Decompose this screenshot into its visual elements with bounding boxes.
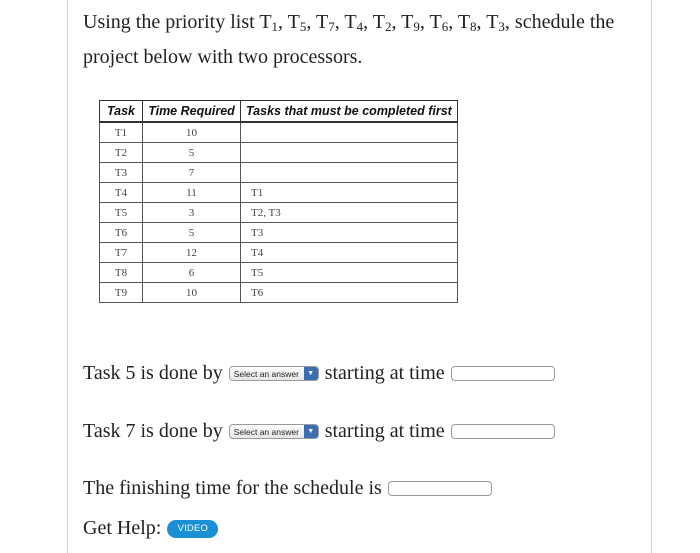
cell-time: 7 bbox=[143, 163, 241, 183]
cell-time: 5 bbox=[143, 143, 241, 163]
header-time-required: Time Required bbox=[143, 101, 241, 123]
table-row bbox=[100, 122, 458, 143]
task7-label: Task 7 is done by bbox=[83, 420, 223, 442]
cell-prereq: T3 bbox=[241, 223, 458, 243]
cell-task: T8 bbox=[100, 263, 143, 283]
priority-list: $T_1$, $T_5$, $T_7$, $T_4$, $T_2$, $T_9$, $T_6$, $T_8$, $T_3$ bbox=[259, 11, 505, 34]
task7-start-label: starting at time bbox=[324, 420, 445, 442]
table-row bbox=[100, 143, 458, 163]
cell-time: 12 bbox=[143, 243, 241, 263]
table-row bbox=[100, 163, 458, 183]
cell-task: T1 bbox=[100, 122, 143, 143]
cell-prereq: T1 bbox=[241, 183, 458, 203]
question-intro: Using the priority list bbox=[83, 11, 260, 33]
task7-processor-select[interactable] bbox=[229, 424, 319, 439]
cell-prereq bbox=[241, 163, 458, 183]
cell-task: T4 bbox=[100, 183, 143, 203]
priority-list-item: $T_8$ bbox=[457, 11, 477, 34]
table-header-row bbox=[100, 101, 458, 123]
cell-time: 5 bbox=[143, 223, 241, 243]
task5-processor-select[interactable] bbox=[229, 366, 319, 381]
dropdown-arrow-icon: ▼ bbox=[304, 367, 318, 380]
question-text bbox=[83, 5, 649, 75]
video-help-button[interactable]: VIDEO bbox=[167, 520, 218, 538]
priority-list-item: $T_2$ bbox=[372, 11, 392, 34]
dropdown-arrow-icon: ▼ bbox=[304, 425, 318, 438]
finishing-time-label: The finishing time for the schedule is bbox=[83, 477, 382, 499]
question-outro: , schedule the project below with two processors. bbox=[83, 11, 615, 68]
table-row bbox=[100, 243, 458, 263]
task5-select-text: Select an answer bbox=[233, 368, 299, 379]
cell-prereq bbox=[241, 122, 458, 143]
table-row bbox=[100, 263, 458, 283]
header-prerequisites: Tasks that must be completed first bbox=[241, 101, 458, 123]
finishing-time-input[interactable] bbox=[388, 481, 492, 496]
table-row bbox=[100, 223, 458, 243]
cell-prereq: T2, T3 bbox=[241, 203, 458, 223]
cell-task: T7 bbox=[100, 243, 143, 263]
priority-list-item: $T_4$ bbox=[344, 11, 364, 34]
table-row bbox=[100, 283, 458, 303]
priority-list-item: $T_6$ bbox=[429, 11, 449, 34]
get-help-label: Get Help: bbox=[83, 517, 162, 539]
priority-list-item: $T_9$ bbox=[401, 11, 420, 34]
finishing-time-question bbox=[83, 477, 492, 500]
cell-time: 3 bbox=[143, 203, 241, 223]
cell-task: T5 bbox=[100, 203, 143, 223]
cell-prereq: T4 bbox=[241, 243, 458, 263]
get-help-row bbox=[83, 517, 218, 540]
table-row bbox=[100, 203, 458, 223]
cell-task: T3 bbox=[100, 163, 143, 183]
task7-select-text: Select an answer bbox=[233, 426, 299, 437]
priority-list-item: $T_3$ bbox=[486, 11, 505, 34]
task5-start-label: starting at time bbox=[324, 362, 445, 384]
priority-list-item: $T_5$ bbox=[287, 11, 307, 34]
task7-start-time-input[interactable] bbox=[451, 424, 555, 439]
task5-label: Task 5 is done by bbox=[83, 362, 223, 384]
cell-time: 11 bbox=[143, 183, 241, 203]
cell-prereq: T6 bbox=[241, 283, 458, 303]
content-border-right bbox=[651, 0, 652, 553]
header-task: Task bbox=[100, 101, 143, 123]
cell-time: 10 bbox=[143, 283, 241, 303]
task5-question bbox=[83, 362, 555, 385]
cell-task: T2 bbox=[100, 143, 143, 163]
priority-list-item: $T_1$ bbox=[259, 11, 279, 34]
table-row bbox=[100, 183, 458, 203]
task5-start-time-input[interactable] bbox=[451, 366, 555, 381]
cell-task: T6 bbox=[100, 223, 143, 243]
cell-prereq: T5 bbox=[241, 263, 458, 283]
cell-task: T9 bbox=[100, 283, 143, 303]
priority-list-item: $T_7$ bbox=[316, 11, 335, 34]
task7-question bbox=[83, 420, 555, 443]
task-table bbox=[99, 100, 458, 303]
cell-prereq bbox=[241, 143, 458, 163]
cell-time: 10 bbox=[143, 122, 241, 143]
cell-time: 6 bbox=[143, 263, 241, 283]
content-border-left bbox=[67, 0, 68, 553]
